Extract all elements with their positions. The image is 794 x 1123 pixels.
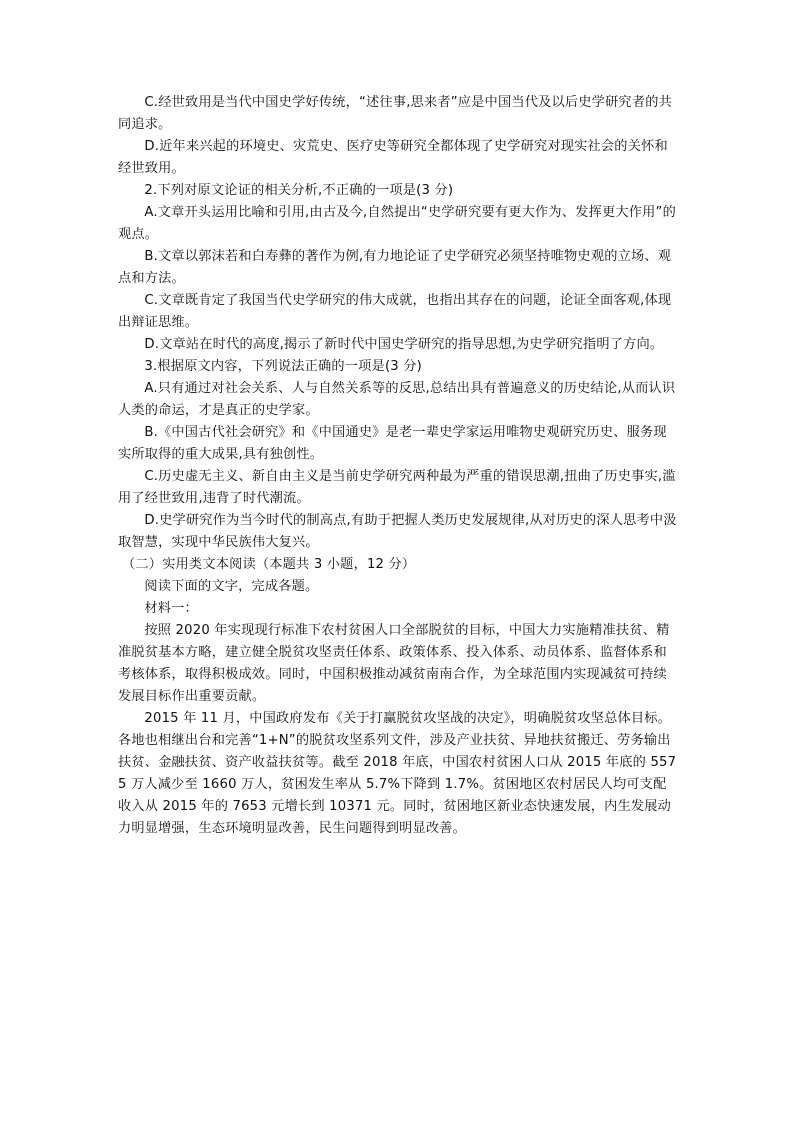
option-c-q3: C.历史虚无主义、新自由主义是当前史学研究两种最为严重的错误思潮,扭曲了历史事实,滥用了经世致用,违背了时代潮流。 — [118, 469, 676, 506]
question-3: 3.根据原文内容，下列说法正确的一项是(3 分) — [144, 359, 423, 374]
option-d-q2: D.文章站在时代的高度,揭示了新时代中国史学研究的指导思想,为史学研究指明了方向。 — [144, 337, 664, 352]
reading-instruction: 阅读下面的文字，完成各题。 — [144, 579, 319, 594]
material-label: 材料一： — [144, 601, 198, 616]
option-d-q3: D.史学研究作为当今时代的制高点,有助于把握人类历史发展规律,从对历史的深人思考中汲取智慧，实现中华民族伟大复兴。 — [118, 513, 677, 550]
option-c-q1: C.经世致用是当代中国史学好传统，“述往事,思来者”应是中国当代及以后史学研究者的共同追求。 — [118, 95, 672, 132]
document-page — [118, 92, 678, 840]
option-b-q2: B.文章以郭沫若和白寿彝的著作为例,有力地论证了史学研究必须坚持唯物史观的立场、观点和方法。 — [118, 249, 672, 286]
option-a-q2: A.文章开头运用比喻和引用,由古及今,自然提出“史学研究要有更大作为、发挥更大作用”的观点。 — [118, 205, 676, 242]
option-a-q3: A.只有通过对社会关系、人与自然关系等的反思,总结出具有普遍意义的历史结论,从而认识人类的命运，才是真正的史学家。 — [118, 381, 676, 418]
question-2: 2.下列对原文论证的相关分析,不正确的一项是(3 分) — [144, 183, 454, 198]
material-paragraph-1: 按照 2020 年实现现行标准下农村贫困人口全部脱贫的目标，中国大力实施精准扶贫、精准脱贫基本方略，建立健全脱贫攻坚责任体系、政策体系、投入体系、动员体系、监督体系和考核体系，取得积极成效。同时，中国积极推动减贫南南合作，为全球范围内实现减贫可持续发展目标作出重要贡献。 — [118, 623, 670, 704]
section-title: （二）实用类文本阅读（本题共 3 小题，12 分） — [122, 557, 416, 572]
material-paragraph-2: 2015 年 11 月，中国政府发布《关于打赢脱贫攻坚战的决定》，明确脱贫攻坚总体目标。各地也相继出台和完善“1+N”的脱贫攻坚系列文件，涉及产业扶贫、异地扶贫搬迁、劳务输出扶贫、金融扶贫、资产收益扶贫等。截至 2018 年底，中国农村贫困人口从 2015 年底的 5575 万人减少至 1660 万人，贫困发生率从 5.7%下降到 1.7%。贫困地区农村居民人均可支配收入从 2015 年的 7653 元增长到 10371 元。同时，贫困地区新业态快速发展，内生发展动力明显增强，生态环境明显改善，民生问题得到明显改善。 — [118, 711, 677, 836]
option-b-q3: B.《中国古代社会研究》和《中国通史》是老一辈史学家运用唯物史观研究历史、服务现实所取得的重大成果,具有独创性。 — [118, 425, 667, 462]
option-d-q1: D.近年来兴起的环境史、灾荒史、医疗史等研究全都体现了史学研究对现实社会的关怀和经世致用。 — [118, 139, 668, 176]
option-c-q2: C.文章既肯定了我国当代史学研究的伟大成就，也指出其存在的问题，论证全面客观,体现出辩证思维。 — [118, 293, 672, 330]
